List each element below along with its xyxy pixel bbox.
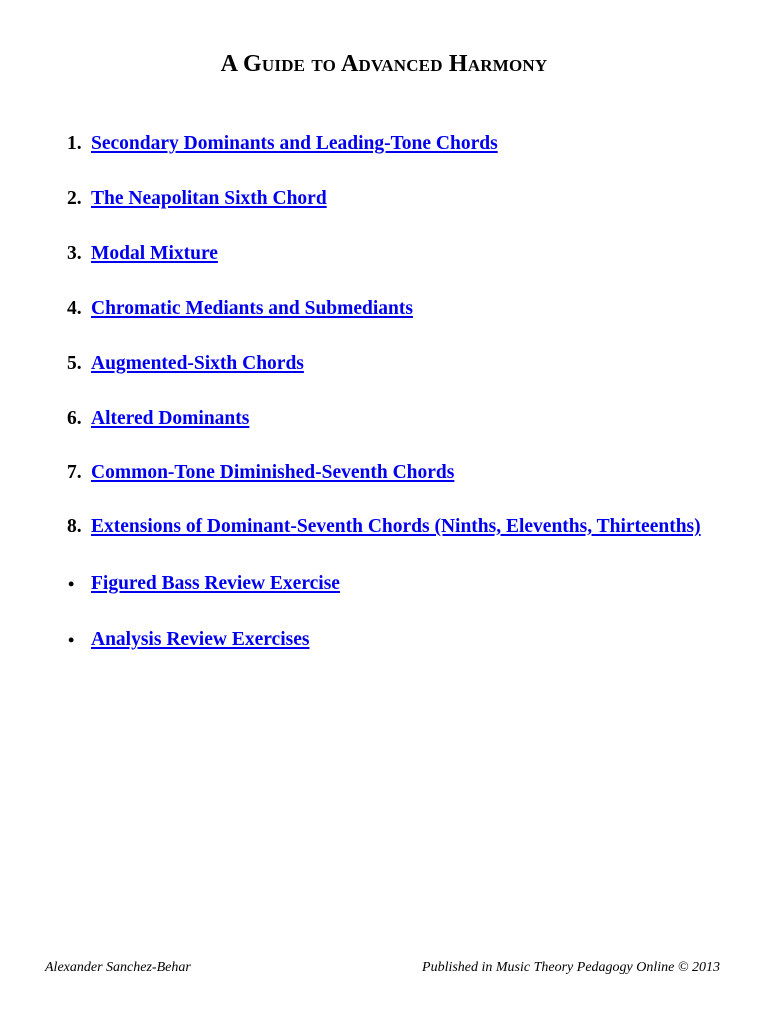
toc-item-analysis-review [0, 625, 768, 655]
toc-item-augmented-sixth [0, 349, 768, 379]
toc-number: 6. [67, 408, 82, 429]
toc-number: 1. [67, 133, 82, 154]
link-altered-dominants[interactable]: Altered Dominants [91, 408, 250, 429]
toc-number: 7. [67, 462, 82, 483]
link-chromatic-mediants[interactable]: Chromatic Mediants and Submediants [91, 298, 413, 319]
toc-number: 2. [67, 188, 82, 209]
toc-number: 4. [67, 298, 82, 319]
link-augmented-sixth[interactable]: Augmented-Sixth Chords [91, 353, 304, 374]
link-figured-bass-review[interactable]: Figured Bass Review Exercise [91, 573, 340, 594]
link-analysis-review[interactable]: Analysis Review Exercises [91, 629, 310, 650]
toc-item-neapolitan [0, 184, 768, 214]
toc-item-modal-mixture [0, 239, 768, 269]
link-neapolitan-sixth[interactable]: The Neapolitan Sixth Chord [91, 188, 327, 209]
toc-number: 8. [67, 516, 82, 537]
toc-item-figured-bass [0, 569, 768, 599]
page-title: A Guide to Advanced Harmony [220, 51, 548, 77]
toc-item-extensions [0, 512, 768, 542]
link-secondary-dominants[interactable]: Secondary Dominants and Leading-Tone Chords [91, 133, 498, 154]
toc-number: 5. [67, 353, 82, 374]
footer-author: Alexander Sanchez-Behar [45, 960, 191, 975]
link-common-tone-diminished[interactable]: Common-Tone Diminished-Seventh Chords [91, 462, 455, 483]
toc-item-altered-dominants [0, 404, 768, 434]
bullet-icon: • [68, 630, 75, 650]
toc-item-secondary-dominants [0, 129, 768, 159]
toc-item-common-tone [0, 458, 768, 488]
bullet-icon: • [68, 574, 75, 594]
toc-number: 3. [67, 243, 82, 264]
toc-item-chromatic-mediants [0, 294, 768, 324]
link-extensions-dominant-seventh[interactable]: Extensions of Dominant-Seventh Chords (Ninths, Elevenths, Thirteenths) [91, 516, 701, 537]
footer-publication: Published in Music Theory Pedagogy Online © 2013 [422, 960, 720, 975]
link-modal-mixture[interactable]: Modal Mixture [91, 243, 218, 264]
